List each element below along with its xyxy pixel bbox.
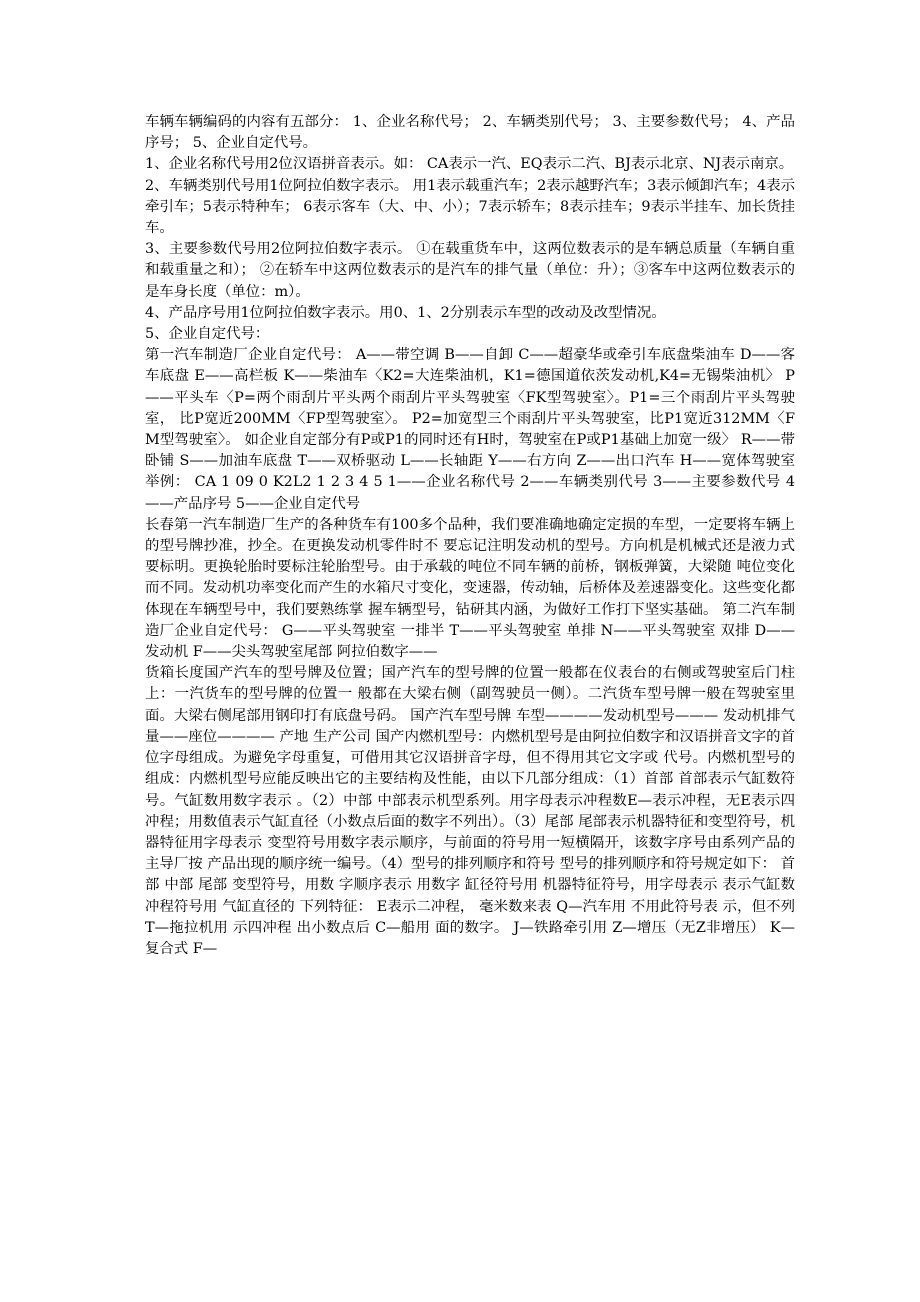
- paragraph-model-plate-engine: 货箱长度国产汽车的型号牌及位置；国产汽车的型号牌的位置一般都在仪表台的右侧或驾驶室后门柱上：一汽货车的型号牌的位置一 般都在大梁右侧（副驾驶员一侧）。二汽货车型号牌一般在驾驶室里面。大梁右侧尾部用钢印打有底盘号码。 国产汽车型号牌 车型————发动机型号——— 发动机排气量——座位———— 产地 生产公司 国产内燃机型号：内燃机型号是由阿拉伯数字和汉语拼音文字的首位字母组成。为避免字母重复，可借用其它汉语拼音字母，但不得用其它文字或 代号。内燃机型号的组成：内燃机型号应能反映出它的主要结构及性能，由以下几部分组成：（1）首部 首部表示气缸数符号。气缸数用数字表示 。（2）中部 中部表示机型系列。用字母表示冲程数E—表示冲程，无E表示四冲程；用数值表示气缸直径（小数点后面的数字不列出）。（3）尾部 尾部表示机器特征和变型符号，机器特征用字母表示 变型符号用数字表示顺序，与前面的符号用一短横隔开，该数字序号由系列产品的主导厂按 产品出现的顺序统一编号。（4）型号的排列顺序和符号 型号的排列顺序和符号规定如下： 首部 中部 尾部 变型符号，用数 字顺序表示 用数字 缸径符号用 机器特征符号，用字母表示 表示气缸数 冲程符号用 气缸直径的 下列特征： E表示二冲程， 毫米数来表 Q—汽车用 不用此符号表 示，但不列 T—拖拉机用 示四冲程 出小数点后 C—船用 面的数字。 J—铁路牵引用 Z—增压（无Z非增压） K—复合式 F—: [145, 665, 795, 957]
- paragraph-vehicle-category: 2、车辆类别代号用1位阿拉伯数字表示。 用1表示载重汽车；2表示越野汽车；3表示倾卸汽车；4表示牵引车；5表示特种车； 6表示客车（大、中、小）；7表示轿车；8表示挂车；9表示半挂车、加长货挂车。: [145, 177, 795, 237]
- document-page: [145, 112, 795, 960]
- paragraph-intro: 车辆车辆编码的内容有五部分： 1、企业名称代号； 2、车辆类别代号； 3、主要参数代号； 4、产品序号； 5、企业自定代号。: [145, 114, 795, 152]
- paragraph-faw-custom-codes: 第一汽车制造厂企业自定代号： A——带空调 B——自卸 C——超豪华或牵引车底盘柴油车 D——客车底盘 E——高栏板 K——柴油车〈K2=大连柴油机，K1=德国道依茨发动机,K4=无锡柴油机〉 P——平头车〈P=两个雨刮片平头两个雨刮片平头驾驶室〈FK型驾驶室〉。P1=三个雨刮片平头驾驶室， 比P宽近200MM〈FP型驾驶室〉。 P2=加宽型三个雨刮片平头驾驶室，比P1宽近312MM〈FM型驾驶室〉。 如企业自定部分有P或P1的同时还有H时，驾驶室在P或P1基础上加宽一级〉 R——带卧铺 S——加油车底盘 T——双桥驱动 L——长轴距 Y——右方向 Z——出口汽车 H——宽体驾驶室 举例： CA 1 09 0 K2L2 1 2 3 4 5 1——企业名称代号 2——车辆类别代号 3——主要参数代号 4——产品序号 5——企业自定代号: [145, 347, 795, 512]
- paragraph-main-parameters: 3、主要参数代号用2位阿拉伯数字表示。 ①在载重货车中，这两位数表示的是车辆总质量（车辆自重和载重量之和）； ②在轿车中这两位数表示的是汽车的排气量（单位：升）；③客车中这两位数表示的是车身长度（单位：m）。: [145, 241, 795, 300]
- paragraph-faw-models: 长春第一汽车制造厂生产的各种货车有100多个品种，我们要准确地确定定损的车型，一定要将车辆上的型号牌抄准，抄全。在更换发动机零件时不 要忘记注明发动机的型号。方向机是机械式还是液力式要标明。更换轮胎时要标注轮胎型号。由于承载的吨位不同车辆的前桥，钢板弹簧，大梁随 吨位变化而不同。发动机功率变化而产生的水箱尺寸变化，变速器，传动轴，后桥体及差速器变化。这些变化都体现在车辆型号中，我们要熟练掌 握车辆型号，钻研其内涵，为做好工作打下坚实基础。 第二汽车制造厂企业自定代号： G——平头驾驶室 一排半 T——平头驾驶室 单排 N——平头驾驶室 双排 D——发动机 F——尖头驾驶室尾部 阿拉伯数字——: [145, 516, 795, 661]
- paragraph-enterprise-code: 1、企业名称代号用2位汉语拼音表示。如： CA表示一汽、EQ表示二汽、BJ表示北京、NJ表示南京。: [145, 156, 794, 173]
- paragraph-product-serial: 4、产品序号用1位阿拉伯数字表示。用0、1、2分别表示车型的改动及改型情况。: [145, 304, 666, 321]
- paragraph-custom-code-heading: 5、企业自定代号：: [145, 326, 270, 343]
